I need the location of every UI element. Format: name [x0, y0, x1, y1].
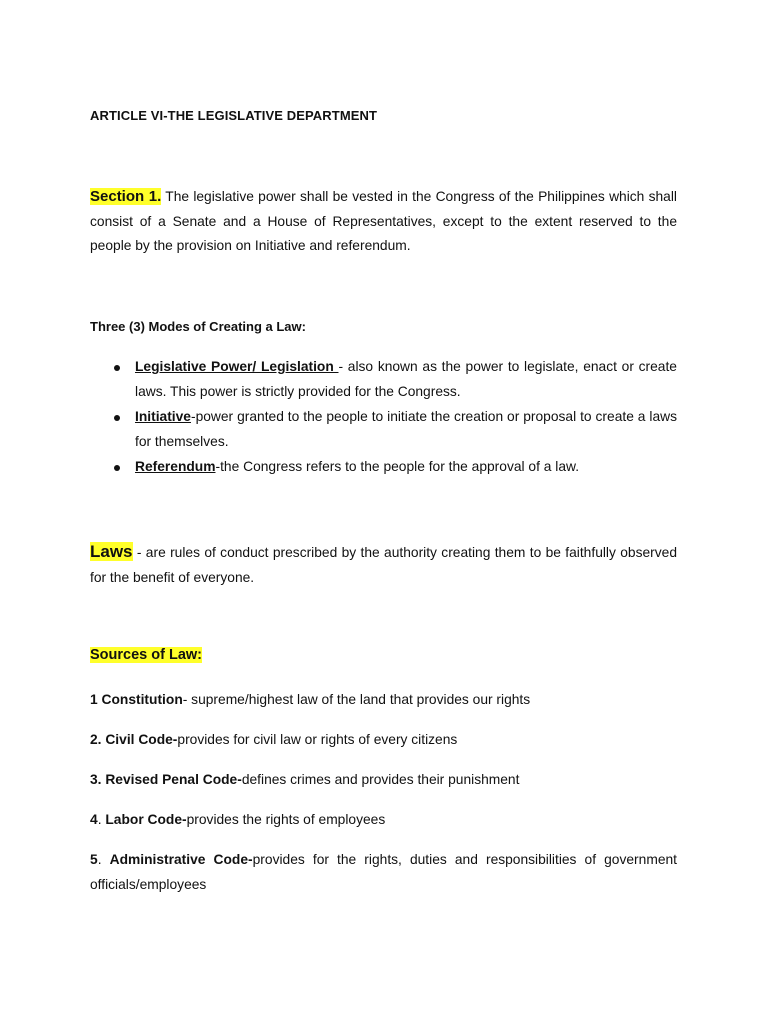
source-number: 3. [90, 772, 106, 787]
source-item-labor-code [90, 808, 677, 833]
bullet-icon [114, 365, 120, 371]
source-description: provides the rights of employees [186, 812, 386, 827]
source-item-constitution [90, 688, 677, 713]
source-number: 1 [90, 692, 102, 707]
source-number: 5 [90, 852, 98, 867]
bullet-icon [114, 415, 120, 421]
list-item [90, 355, 677, 404]
source-term: Revised Penal Code- [105, 772, 242, 787]
source-term: Constitution [101, 692, 183, 707]
source-number: 4 [90, 812, 98, 827]
laws-definition: - are rules of conduct prescribed by the authority creating them to be faithfully observed for the benefit of everyone. [90, 545, 677, 585]
mode-description: -the Congress refers to the people for the approval of a law. [215, 459, 580, 474]
source-term: Administrative Code- [109, 852, 253, 867]
sources-heading: Sources of Law: [90, 647, 202, 663]
mode-term: Legislative Power/ Legislation [135, 359, 339, 374]
laws-paragraph [90, 540, 677, 590]
source-item-revised-penal-code [90, 768, 677, 793]
source-description: provides for civil law or rights of every citizens [177, 732, 458, 747]
list-item [90, 455, 677, 480]
section-1-paragraph [90, 185, 677, 259]
laws-term: Laws [90, 542, 133, 561]
section-1-text: The legislative power shall be vested in the Congress of the Philippines which shall consist of a Senate and a House of Representatives, except to the extent reserved to the people by the provision on Initiative and referendum. [90, 189, 677, 253]
source-term: Civil Code- [105, 732, 178, 747]
source-term: Labor Code- [105, 812, 187, 827]
source-number: 2. [90, 732, 106, 747]
source-separator: . [97, 812, 106, 827]
article-title: ARTICLE VI-THE LEGISLATIVE DEPARTMENT [90, 108, 378, 123]
mode-term: Initiative [135, 409, 191, 424]
modes-heading: Three (3) Modes of Creating a Law: [90, 319, 306, 334]
document-page [90, 0, 677, 1024]
source-item-civil-code [90, 728, 677, 753]
source-description: provides for the rights, duties and responsibilities of government officials/employees [90, 852, 677, 892]
modes-list [90, 355, 677, 481]
mode-term: Referendum [135, 459, 216, 474]
source-description: defines crimes and provides their punishment [241, 772, 520, 787]
mode-description: -power granted to the people to initiate the creation or proposal to create a laws for themselves. [135, 409, 677, 449]
source-item-administrative-code [90, 848, 677, 897]
source-separator: . [97, 852, 110, 867]
mode-description: - also known as the power to legislate, enact or create laws. This power is strictly provided for the Congress. [135, 359, 677, 399]
source-description: - supreme/highest law of the land that provides our rights [182, 692, 531, 707]
bullet-icon [114, 465, 120, 471]
list-item [90, 405, 677, 454]
section-1-label: Section 1. [90, 188, 162, 205]
